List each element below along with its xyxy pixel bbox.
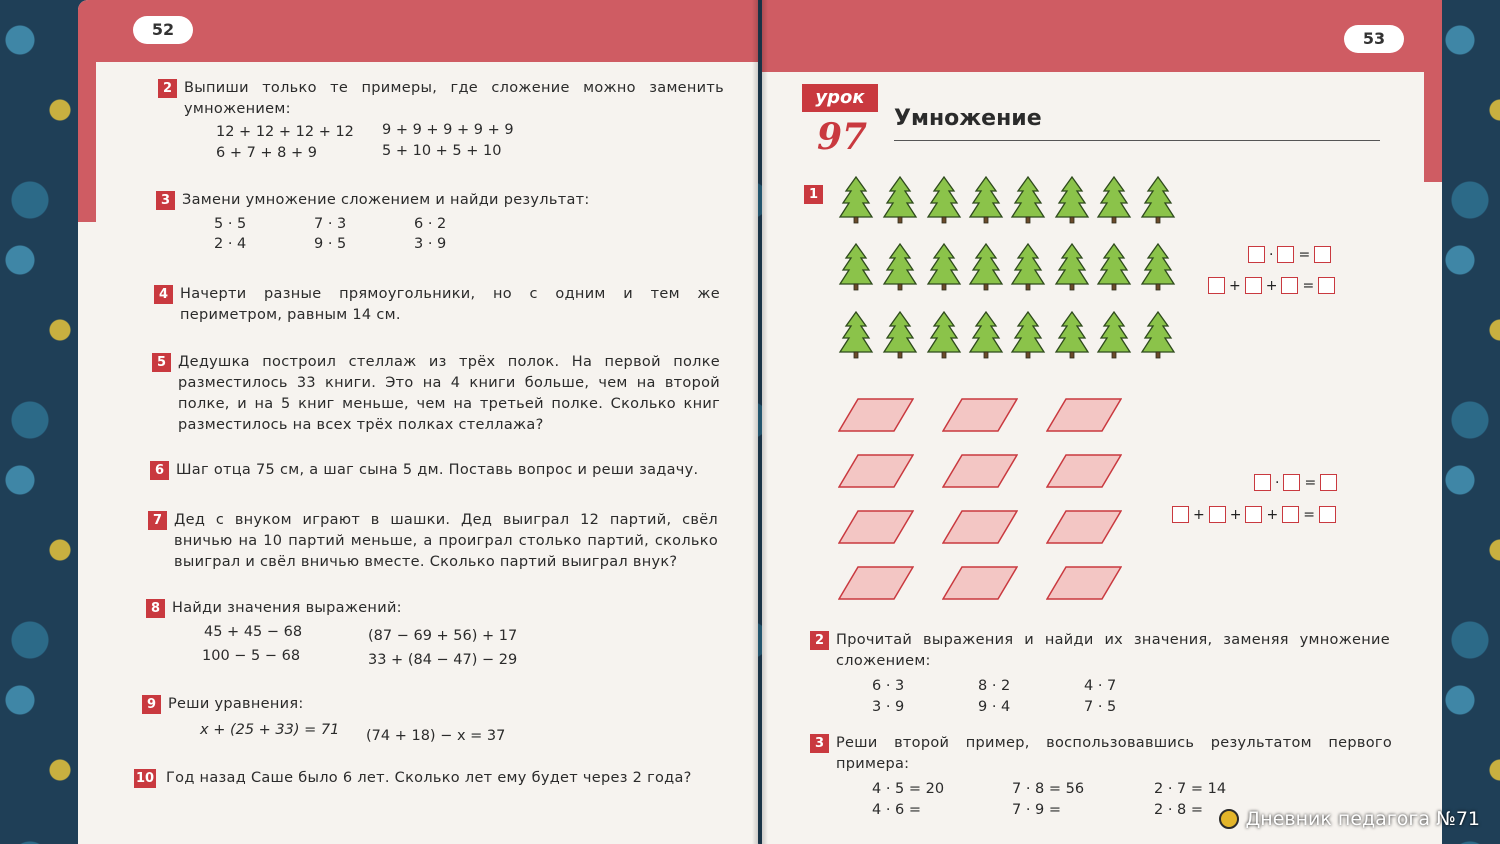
tree-icon xyxy=(1054,310,1090,360)
equals-sign: = xyxy=(1304,474,1317,491)
answer-box[interactable] xyxy=(1172,506,1189,523)
task-text: Выпиши только те примеры, где сложение можно заменить умножением: xyxy=(184,80,724,117)
example: (87 − 69 + 56) + 17 xyxy=(368,628,518,644)
dot-sign: · xyxy=(1275,474,1280,491)
task-number: 6 xyxy=(150,461,169,480)
equals-sign: = xyxy=(1302,277,1315,294)
logo-icon xyxy=(1219,809,1239,829)
task-6 xyxy=(154,460,716,481)
task-text: Реши уравнения: xyxy=(168,696,304,712)
task-10 xyxy=(136,768,714,789)
tree-icon xyxy=(926,175,962,225)
task-number: 8 xyxy=(146,599,165,618)
plus-sign: + xyxy=(1229,277,1241,294)
answer-box[interactable] xyxy=(1245,506,1262,523)
task-2-right xyxy=(814,630,1390,672)
answer-box[interactable] xyxy=(1320,474,1337,491)
tree-icon xyxy=(926,242,962,292)
task-number: 5 xyxy=(152,353,171,372)
plus-sign: + xyxy=(1229,506,1242,523)
example: 6 · 2 xyxy=(414,216,447,232)
example: 7 · 5 xyxy=(1084,699,1117,715)
tree-icon xyxy=(1010,310,1046,360)
task-3 xyxy=(160,190,722,211)
answer-box[interactable] xyxy=(1319,506,1336,523)
parallelogram-shape xyxy=(1046,510,1122,544)
tree-icon xyxy=(1096,175,1132,225)
tree-icon xyxy=(882,242,918,292)
plus-sign: + xyxy=(1266,506,1279,523)
example: 2 · 8 = xyxy=(1154,802,1204,818)
task-9 xyxy=(146,694,708,715)
task-5 xyxy=(156,352,720,436)
tree-icon xyxy=(1140,175,1176,225)
answer-box[interactable] xyxy=(1283,474,1300,491)
equation: x + (25 + 33) = 71 xyxy=(200,722,340,738)
example: 6 · 3 xyxy=(872,678,905,694)
answer-box[interactable] xyxy=(1248,246,1265,263)
plus-sign: + xyxy=(1265,277,1278,294)
equals-sign: = xyxy=(1303,506,1315,523)
right-page xyxy=(762,0,1442,844)
task-number: 3 xyxy=(156,191,175,210)
tree-icon xyxy=(1096,310,1132,360)
task-text: Дедушка построил стеллаж из трёх полок. На первой полке разместилось 33 книги. Это на 4 книги больше, чем на второй полке, и на 5 книг меньше, чем на третьей полке. Сколько книг разместилось на всех трёх полках стеллажа? xyxy=(178,354,720,433)
example: 100 − 5 − 68 xyxy=(202,648,301,664)
tree-icon xyxy=(968,175,1004,225)
title-underline xyxy=(894,140,1380,141)
equals-sign: = xyxy=(1298,246,1311,263)
page-number-right: 53 xyxy=(1344,25,1404,53)
parallelogram-shape xyxy=(838,398,914,432)
example: 7 · 9 = xyxy=(1012,802,1062,818)
tree-icon xyxy=(1140,310,1176,360)
parallelogram-shape xyxy=(942,454,1018,488)
equation-template-sum xyxy=(1208,277,1335,294)
task-4 xyxy=(158,284,720,326)
tree-icon xyxy=(882,310,918,360)
lesson-tag: урок xyxy=(802,84,878,112)
example: 2 · 7 = 14 xyxy=(1154,781,1227,797)
equation-template-multiply xyxy=(1254,474,1337,491)
task-3-right xyxy=(814,733,1392,775)
example: 4 · 7 xyxy=(1084,678,1117,694)
task-number: 7 xyxy=(148,511,167,530)
parallelogram-shape xyxy=(942,566,1018,600)
task-text: Замени умножение сложением и найди результат: xyxy=(182,192,590,208)
answer-box[interactable] xyxy=(1254,474,1271,491)
example: 3 · 9 xyxy=(414,236,447,252)
task-text: Начерти разные прямоугольники, но с одним и тем же периметром, равным 14 см. xyxy=(180,286,720,323)
task-number: 10 xyxy=(136,771,155,786)
watermark xyxy=(1219,808,1480,830)
task-text: Найди значения выражений: xyxy=(172,600,402,616)
example: 9 + 9 + 9 + 9 + 9 xyxy=(382,122,514,138)
parallelogram-shape xyxy=(942,510,1018,544)
example: 6 + 7 + 8 + 9 xyxy=(216,145,318,161)
answer-box[interactable] xyxy=(1209,506,1226,523)
tree-icon xyxy=(1140,242,1176,292)
answer-box[interactable] xyxy=(1281,277,1298,294)
example: 7 · 8 = 56 xyxy=(1012,781,1085,797)
lesson-number: 97 xyxy=(817,116,868,158)
parallelogram-shape xyxy=(1046,566,1122,600)
parallelogram-shape xyxy=(838,454,914,488)
task-2 xyxy=(162,78,724,120)
tree-icon xyxy=(1054,242,1090,292)
task-8 xyxy=(150,598,712,619)
answer-box[interactable] xyxy=(1277,246,1294,263)
parallelogram-shape xyxy=(1046,398,1122,432)
task-text: Год назад Саше было 6 лет. Сколько лет ему будет через 2 года? xyxy=(166,770,692,786)
example: 2 · 4 xyxy=(214,236,247,252)
task-text: Дед с внуком играют в шашки. Дед выиграл 12 партий, свёл вничью на 10 партий меньше, а проиграл столько партий, сколько выиграл и свёл вничью вместе. Сколько партий выиграл внук? xyxy=(174,512,718,570)
book-gutter xyxy=(752,0,768,844)
task-text: Прочитай выражения и найди их значения, заменяя умножение сложением: xyxy=(836,632,1390,669)
answer-box[interactable] xyxy=(1318,277,1335,294)
example: 4 · 5 = 20 xyxy=(872,781,945,797)
task-number: 1 xyxy=(804,185,823,204)
tree-icon xyxy=(926,310,962,360)
dot-sign: · xyxy=(1269,246,1274,263)
answer-box[interactable] xyxy=(1314,246,1331,263)
example: 3 · 9 xyxy=(872,699,905,715)
example: 8 · 2 xyxy=(978,678,1011,694)
task-number: 4 xyxy=(154,285,173,304)
example: 12 + 12 + 12 + 12 xyxy=(216,124,354,140)
plus-sign: + xyxy=(1193,506,1205,523)
parallelogram-shape xyxy=(838,566,914,600)
tree-icon xyxy=(882,175,918,225)
example: 33 + (84 − 47) − 29 xyxy=(368,652,518,668)
right-header-band xyxy=(762,0,1442,72)
tree-icon xyxy=(838,310,874,360)
example: 45 + 45 − 68 xyxy=(204,624,303,640)
task-text: Шаг отца 75 см, а шаг сына 5 дм. Поставь вопрос и реши задачу. xyxy=(176,462,699,478)
task-7 xyxy=(152,510,718,573)
left-page xyxy=(78,0,758,844)
answer-box[interactable] xyxy=(1208,277,1225,294)
equation-template-sum xyxy=(1172,506,1336,523)
task-number: 2 xyxy=(810,631,829,650)
answer-box[interactable] xyxy=(1282,506,1299,523)
example: 5 · 5 xyxy=(214,216,247,232)
answer-box[interactable] xyxy=(1245,277,1262,294)
tree-icon xyxy=(968,310,1004,360)
parallelogram-shape xyxy=(942,398,1018,432)
task-text: Реши второй пример, воспользовавшись результатом первого примера: xyxy=(836,735,1392,772)
task-number: 2 xyxy=(158,79,177,98)
tree-icon xyxy=(1010,175,1046,225)
task-number: 3 xyxy=(810,734,829,753)
parallelogram-shape xyxy=(838,510,914,544)
example: 5 + 10 + 5 + 10 xyxy=(382,143,502,159)
example: 7 · 3 xyxy=(314,216,347,232)
example: 4 · 6 = xyxy=(872,802,922,818)
tree-icon xyxy=(1010,242,1046,292)
lesson-title: Умножение xyxy=(894,106,1042,131)
tree-icon xyxy=(968,242,1004,292)
equation: (74 + 18) − x = 37 xyxy=(366,728,506,744)
tree-icon xyxy=(838,242,874,292)
watermark-text: Дневник педагога №71 xyxy=(1245,808,1480,830)
example: 9 · 5 xyxy=(314,236,347,252)
tree-icon xyxy=(1096,242,1132,292)
tree-icon xyxy=(838,175,874,225)
parallelogram-shape xyxy=(1046,454,1122,488)
example: 9 · 4 xyxy=(978,699,1011,715)
tree-icon xyxy=(1054,175,1090,225)
page-number-left: 52 xyxy=(133,16,193,44)
task-number: 9 xyxy=(142,695,161,714)
equation-template-multiply xyxy=(1248,246,1331,263)
